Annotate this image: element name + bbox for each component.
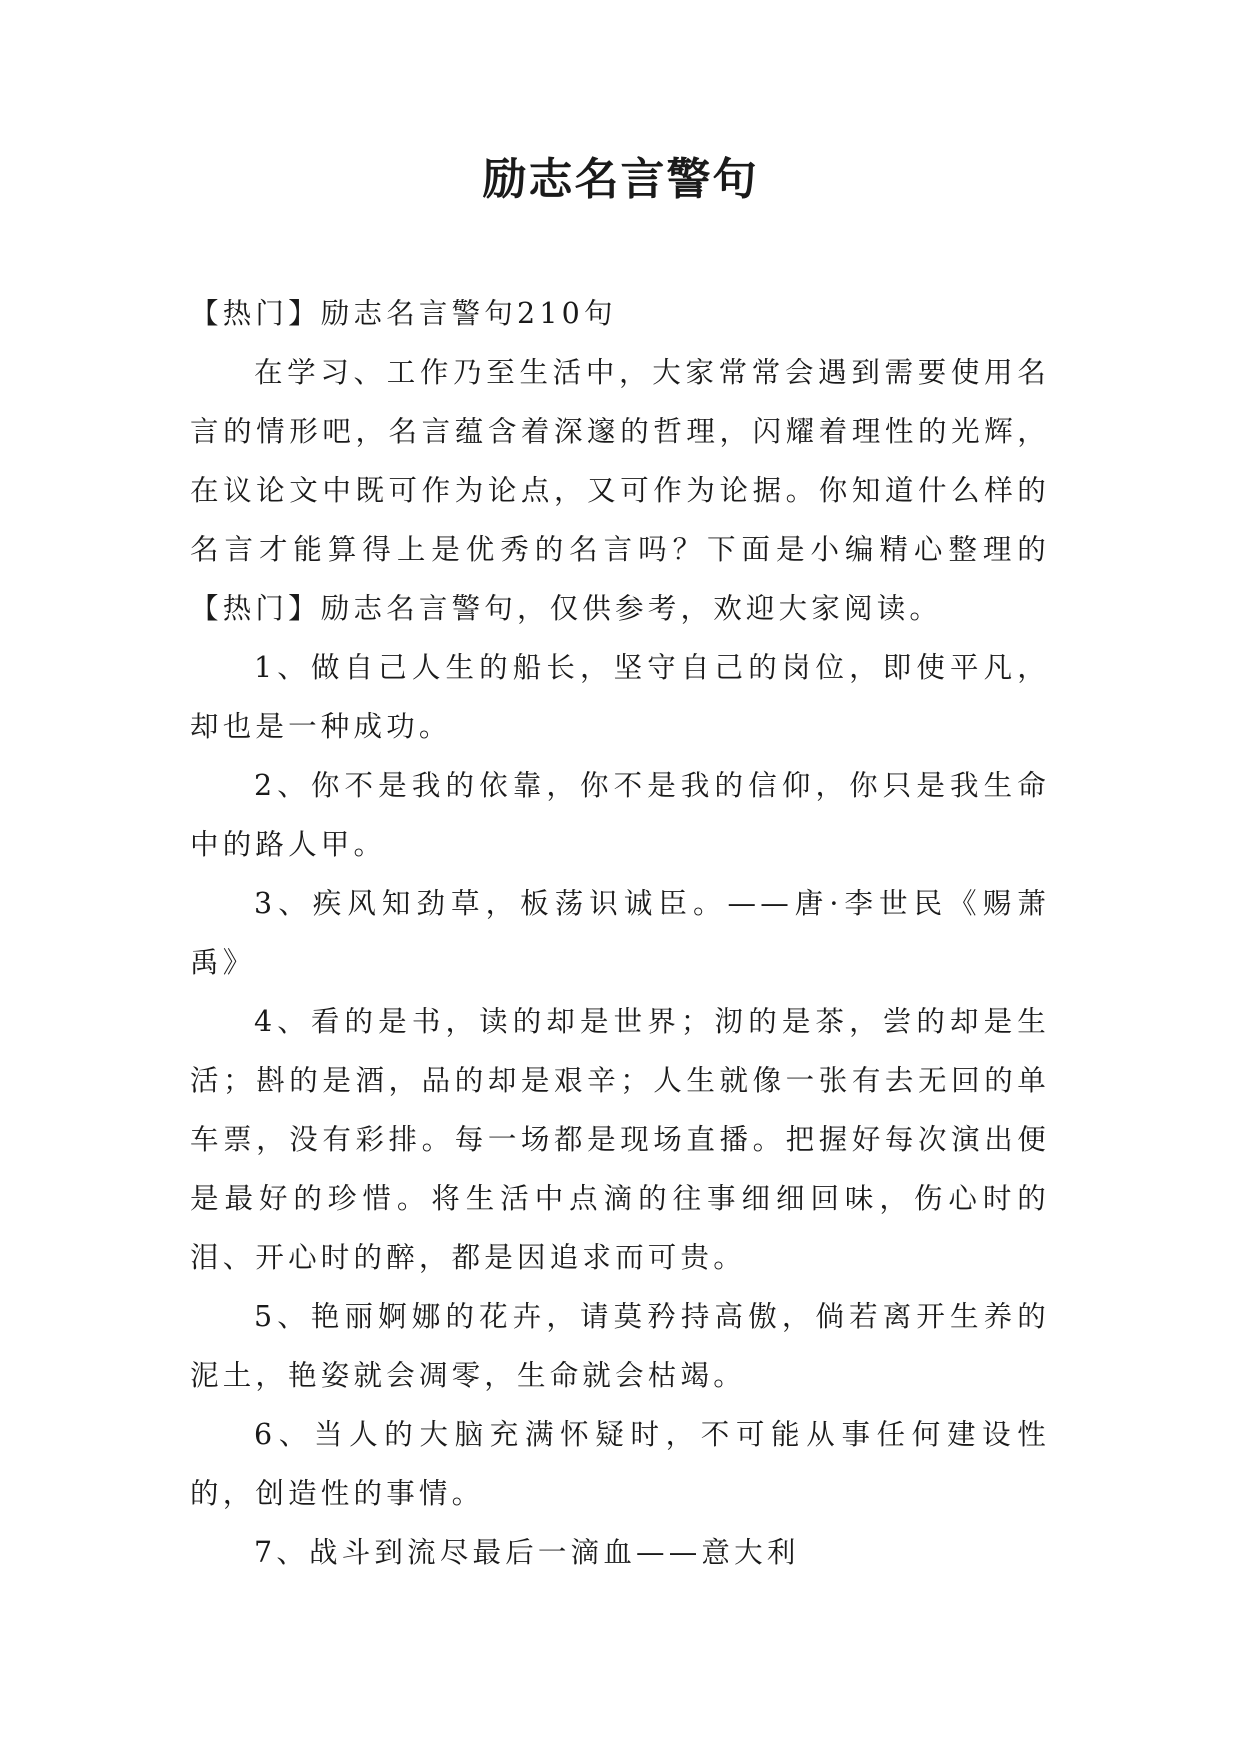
quote-item: 1、做自己人生的船长，坚守自己的岗位，即使平凡，却也是一种成功。 bbox=[190, 651, 1050, 743]
quote-item: 6、当人的大脑充满怀疑时，不可能从事任何建设性的，创造性的事情。 bbox=[190, 1418, 1050, 1510]
quote-item: 5、艳丽婀娜的花卉，请莫矜持高傲，倘若离开生养的泥土，艳姿就会凋零，生命就会枯竭。 bbox=[190, 1300, 1050, 1392]
quote-item: 7、战斗到流尽最后一滴血——意大利 bbox=[254, 1536, 800, 1569]
document-body bbox=[190, 284, 1050, 1582]
intro-paragraph: 在学习、工作乃至生活中，大家常常会遇到需要使用名言的情形吧，名言蕴含着深邃的哲理，闪耀着理性的光辉，在议论文中既可作为论点，又可作为论据。你知道什么样的名言才能算得上是优秀的名言吗？下面是小编精心整理的【热门】励志名言警句，仅供参考，欢迎大家阅读。 bbox=[190, 356, 1050, 625]
quote-item: 4、看的是书，读的却是世界；沏的是茶，尝的却是生活；斟的是酒，品的却是艰辛；人生就像一张有去无回的单车票，没有彩排。每一场都是现场直播。把握好每次演出便是最好的珍惜。将生活中点滴的往事细细回味，伤心时的泪、开心时的醉，都是因追求而可贵。 bbox=[190, 1005, 1050, 1274]
quote-item: 2、你不是我的依靠，你不是我的信仰，你只是我生命中的路人甲。 bbox=[190, 769, 1050, 861]
quote-item: 3、疾风知劲草，板荡识诚臣。——唐·李世民《赐萧禹》 bbox=[190, 887, 1050, 979]
document-title: 励志名言警句 bbox=[482, 154, 759, 205]
document-subtitle: 【热门】励志名言警句210句 bbox=[190, 297, 617, 330]
